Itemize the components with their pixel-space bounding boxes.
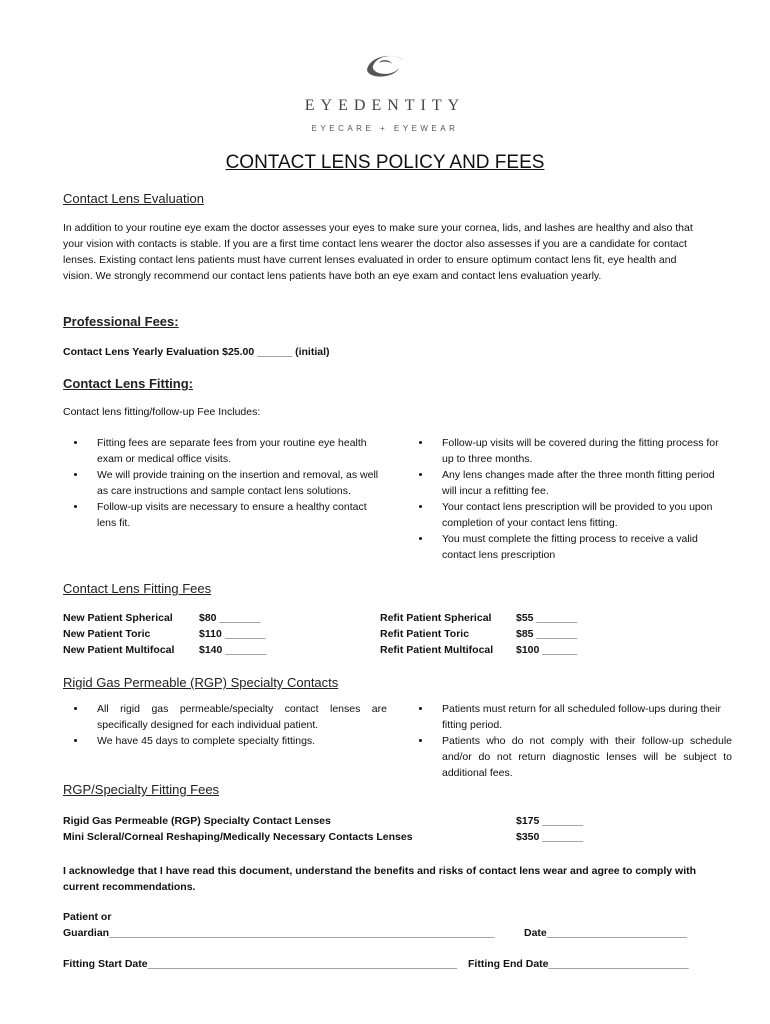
fee-price-new-multifocal: $140 _______ [199, 644, 267, 656]
professional-fees-section [63, 314, 179, 329]
fee-label-refit-multifocal: Refit Patient Multifocal [380, 644, 494, 656]
date-line[interactable]: Date________________________ [524, 927, 687, 939]
fee-label-refit-toric: Refit Patient Toric [380, 628, 470, 640]
evaluation-heading: Contact Lens Evaluation [63, 191, 204, 206]
rgp-fees-section [63, 782, 219, 797]
list-item: • Follow-up visits will be covered during the fitting process for up to three months. [432, 435, 732, 467]
guardian-signature-line[interactable]: Guardian__________________________________________________________________ [63, 927, 495, 939]
list-item: • Follow-up visits are necessary to ensure a healthy contact lens fit. [87, 499, 387, 531]
rgp-heading: Rigid Gas Permeable (RGP) Specialty Contacts [63, 675, 339, 690]
fitting-intro: Contact lens fitting/follow-up Fee Includes: [63, 406, 261, 418]
list-item: • We will provide training on the insertion and removal, as well as care instructions and sample contact lens solutions. [87, 467, 387, 499]
rgp-list-left [63, 701, 387, 749]
patient-label: Patient or [63, 911, 112, 923]
fee-price-new-spherical: $80 _______ [199, 612, 261, 624]
logo [0, 50, 770, 85]
fitting-fees-section [63, 581, 211, 596]
list-item: • You must complete the fitting process to receive a valid contact lens prescription [432, 531, 732, 563]
fee-label-new-multifocal: New Patient Multifocal [63, 644, 175, 656]
fitting-list-right [408, 435, 732, 563]
list-item: • All rigid gas permeable/specialty contact lenses are specifically designed for each individual patient. [87, 701, 387, 733]
fee-price-refit-toric: $85 _______ [516, 628, 578, 640]
fitting-start-date-line[interactable]: Fitting Start Date_____________________________________________________ [63, 958, 458, 970]
fee-price-rgp: $175 _______ [516, 815, 584, 827]
rgp-list-right [408, 701, 732, 781]
fee-label-refit-spherical: Refit Patient Spherical [380, 612, 492, 624]
professional-fees-heading: Professional Fees: [63, 314, 179, 329]
rgp-fees-heading: RGP/Specialty Fitting Fees [63, 782, 220, 797]
list-item: • Patients must return for all scheduled follow-ups during their fitting period. [432, 701, 732, 733]
list-item: • Your contact lens prescription will be provided to you upon completion of your contact lens fitting. [432, 499, 732, 531]
fitting-heading: Contact Lens Fitting: [63, 376, 193, 391]
fee-price-new-toric: $110 _______ [199, 628, 266, 640]
fee-label-scleral: Mini Scleral/Corneal Reshaping/Medically Necessary Contacts Lenses [63, 831, 413, 843]
brand-name: EYEDENTITY [304, 97, 466, 114]
fee-label-new-toric: New Patient Toric [63, 628, 151, 640]
eye-swirl-icon [363, 50, 407, 80]
list-item: • Fitting fees are separate fees from your routine eye health exam or medical office visits. [87, 435, 387, 467]
list-item: • We have 45 days to complete specialty fittings. [87, 733, 387, 749]
yearly-evaluation-fee: Contact Lens Yearly Evaluation $25.00 ______ (initial) [63, 346, 330, 358]
acknowledgement-text: I acknowledge that I have read this document, understand the benefits and risks of contact lens wear and agree to comply with current recommendations. [63, 865, 697, 893]
fitting-fees-heading: Contact Lens Fitting Fees [63, 581, 212, 596]
rgp-section [63, 675, 338, 690]
fee-price-refit-spherical: $55 _______ [516, 612, 578, 624]
fee-label-rgp: Rigid Gas Permeable (RGP) Specialty Contact Lenses [63, 815, 331, 827]
list-item: • Any lens changes made after the three month fitting period will incur a refitting fee. [432, 467, 732, 499]
fitting-section [63, 376, 193, 391]
evaluation-section [63, 191, 204, 206]
brand-tagline: EYECARE + EYEWEAR [311, 124, 459, 133]
page-title: CONTACT LENS POLICY AND FEES [225, 152, 545, 173]
fitting-end-date-line[interactable]: Fitting End Date________________________ [468, 958, 689, 970]
fitting-list-left [63, 435, 387, 531]
evaluation-body: In addition to your routine eye exam the doctor assesses your eyes to make sure your cornea, lids, and lashes are healthy and also that your vision with contacts is stable. If you are a first time contact lens wearer the doctor also assesses if you are a candidate for contact lenses. Existing contact lens patients must have current lenses evaluated in order to ensure optimum contact lens fit, eye health and vision. We strongly recommend our contact lens patients have both an eye exam and contact lens evaluation yearly. [63, 222, 693, 282]
fee-price-refit-multifocal: $100 ______ [516, 644, 578, 656]
fee-price-scleral: $350 _______ [516, 831, 584, 843]
fee-label-new-spherical: New Patient Spherical [63, 612, 173, 624]
list-item: • Patients who do not comply with their follow-up schedule and/or do not return diagnostic lenses will be subject to additional fees. [432, 733, 732, 781]
